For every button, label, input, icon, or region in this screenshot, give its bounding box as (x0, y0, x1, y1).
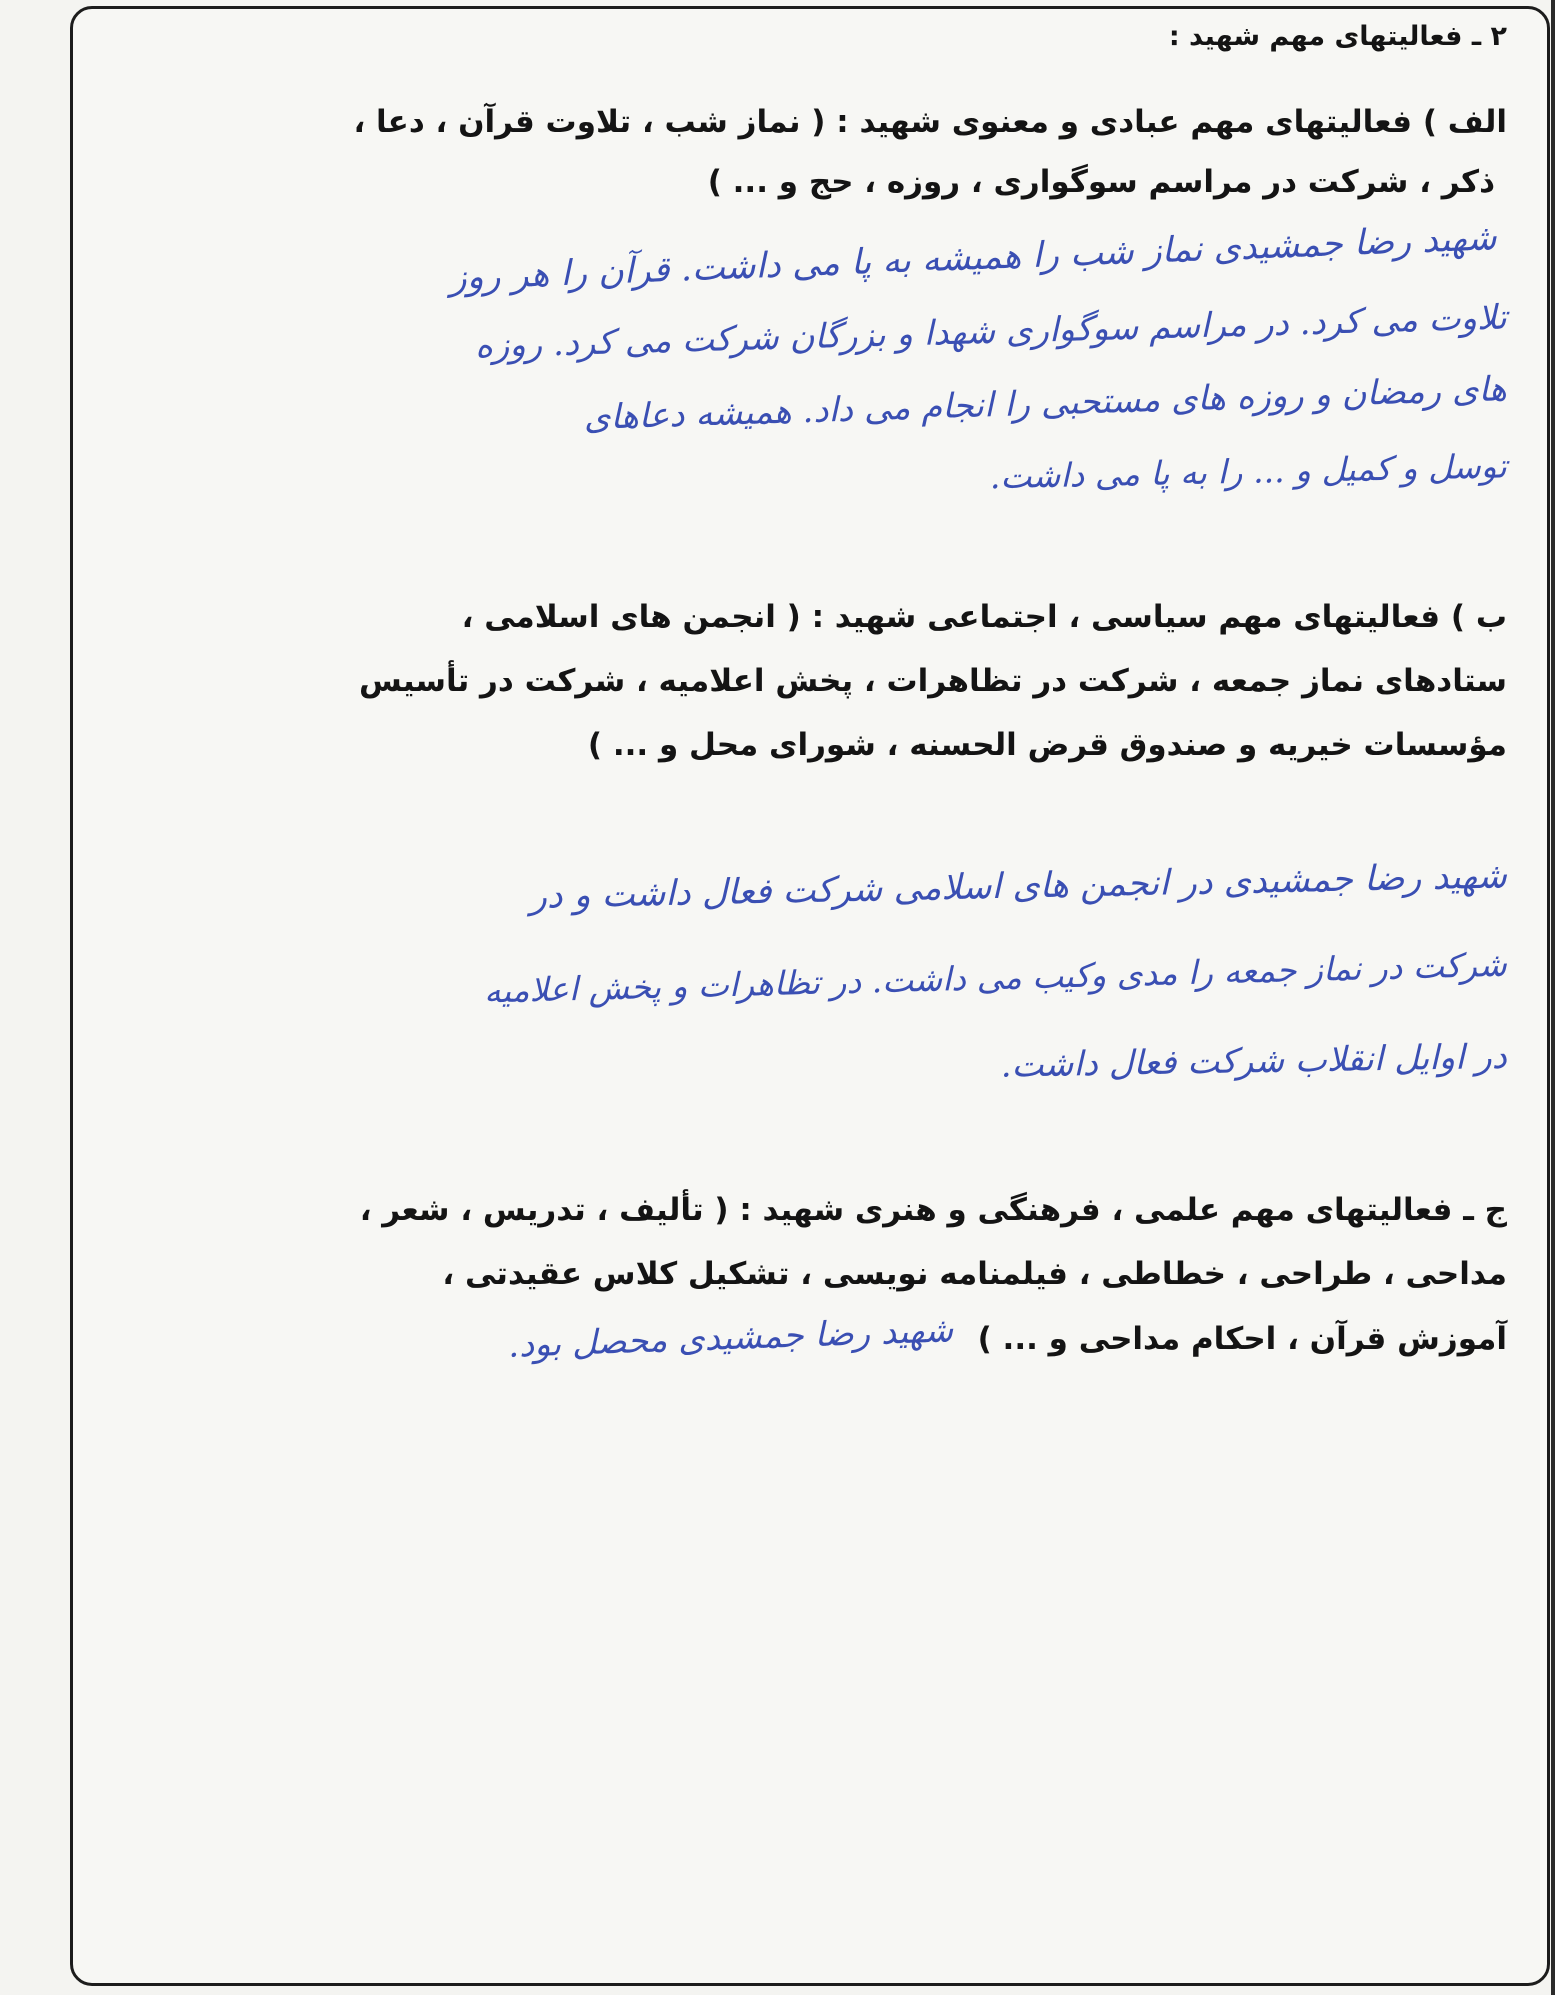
section-c-question-line: آموزش قرآن ، احکام مداحی و ... ) (977, 1321, 1507, 1357)
section-b-answer-line: شرکت در نماز جمعه را مدی وکیب می داشت. در تظاهرات و پخش اعلامیه (483, 944, 1508, 1011)
section-b-question-line: ب ) فعالیتهای مهم سیاسی ، اجتماعی شهید : ( انجمن های اسلامی ، (461, 599, 1507, 635)
section-a-answer-line: توسل و کمیل و ... را به پا می داشت. (989, 446, 1508, 497)
page-edge (1551, 0, 1555, 1995)
section-b-answer (110, 845, 1507, 1109)
section-b-answer-line: شهید رضا جمشیدی در انجمن های اسلامی شرکت فعال داشت و در (529, 856, 1508, 917)
section-c-question-line: مداحی ، طراحی ، خطاطی ، فیلمنامه نویسی ، تشکیل کلاس عقیدتی ، (442, 1256, 1507, 1292)
section-a-answer-line: تلاوت می کرد. در مراسم سوگواری شهدا و بزرگان شرکت می کرد. روزه (474, 297, 1508, 367)
section-b-question-line: مؤسسات خیریه و صندوق قرض الحسنه ، شورای محل و ... ) (587, 727, 1507, 763)
section-c-question (110, 1178, 1507, 1371)
section-title: ۲ ـ فعالیتهای مهم شهید : (1168, 21, 1507, 52)
section-a-question (110, 92, 1507, 212)
section-c-question-line: ج ـ فعالیتهای مهم علمی ، فرهنگی و هنری شهید : ( تألیف ، تدریس ، شعر ، (359, 1192, 1507, 1228)
section-c-answer: شهید رضا جمشیدی محصل بود. (506, 1310, 954, 1366)
section-a-answer-line: شهید رضا جمشیدی نماز شب را همیشه به پا می داشت. قرآن را هر روز (448, 218, 1498, 299)
section-a-answer-line: های رمضان و روزه های مستحبی را انجام می داد. همیشه دعاهای (583, 369, 1508, 439)
section-a-question-line: الف ) فعالیتهای مهم عبادی و معنوی شهید : ( نماز شب ، تلاوت قرآن ، دعا ، (353, 104, 1507, 140)
section-c-last-line (110, 1306, 1507, 1371)
section-b-question-line: ستادهای نماز جمعه ، شرکت در تظاهرات ، پخش اعلامیه ، شرکت در تأسیس (359, 663, 1507, 699)
section-b-answer-line: در اوایل انقلاب شرکت فعال داشت. (1000, 1036, 1508, 1086)
section-a-answer (110, 218, 1508, 514)
section-b-question (110, 585, 1507, 777)
section-a-question-line: ذکر ، شرکت در مراسم سوگواری ، روزه ، حج و ... ) (707, 164, 1495, 200)
